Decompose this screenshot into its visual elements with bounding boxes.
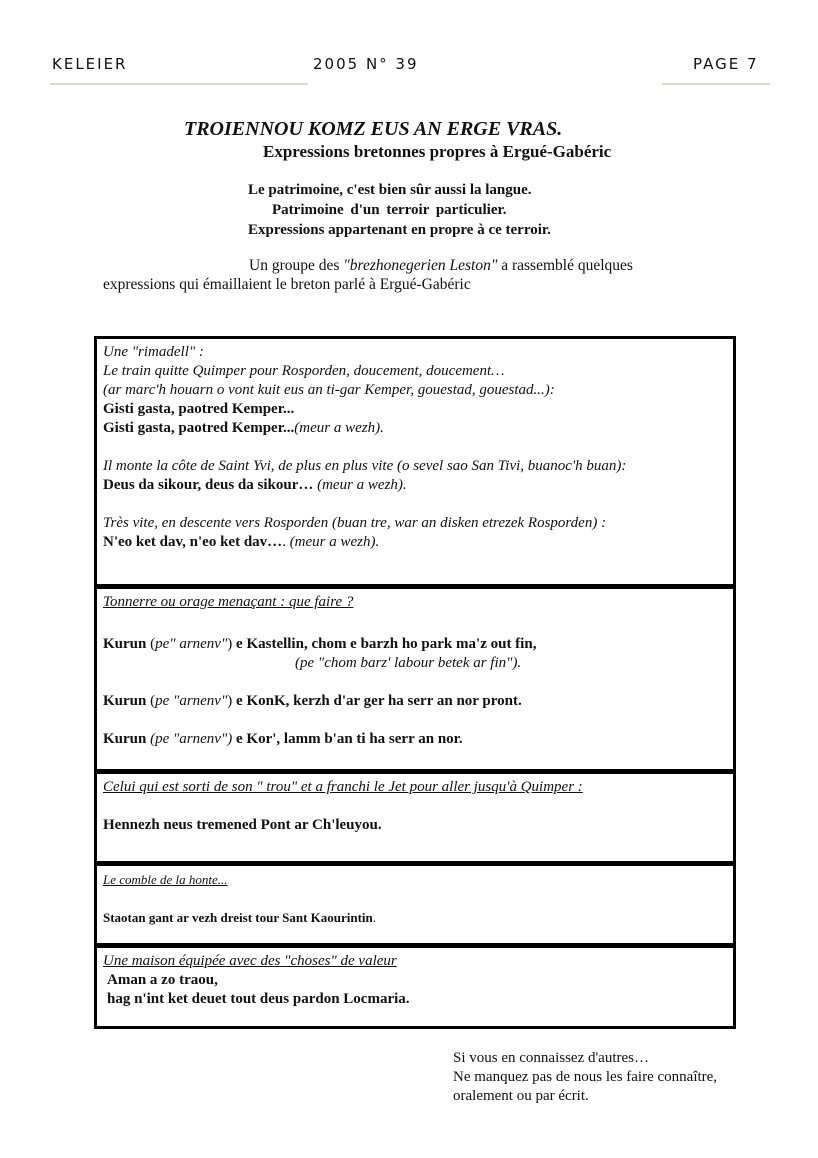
punctuation: (: [146, 693, 156, 709]
breton-expression: Aman a zo traou,: [107, 972, 218, 988]
header-rule-left: [50, 83, 308, 85]
note: (pe "arnenv"): [146, 731, 233, 747]
punctuation: ): [227, 693, 237, 709]
section-heading: Celui qui est sorti de son " trou" et a franchi le Jet pour aller jusqu'à Quimper :: [103, 779, 583, 795]
breton-expression: Gisti gasta, paotred Kemper...: [103, 401, 295, 417]
section-heading: Tonnerre ou orage menaçant : que faire ?: [103, 594, 354, 610]
punctuation: .: [372, 910, 377, 925]
section-tonnerre: [97, 589, 733, 774]
intro-paragraph: [103, 256, 703, 294]
breton-expression: Staotan gant ar vezh dreist tour Sant Kaourintin: [103, 910, 373, 925]
translation-line: Le train quitte Quimper pour Rosporden, doucement, doucement…: [103, 363, 505, 379]
closing-line: Ne manquez pas de nous les faire connaître,: [453, 1069, 718, 1085]
breton-word: Kurun: [103, 693, 147, 709]
page-subtitle: Expressions bretonnes propres à Ergué-Gabéric: [263, 142, 612, 161]
header-rule-right: [662, 83, 770, 85]
section-heading: Une "rimadell" :: [103, 344, 204, 360]
note: (meur a wezh).: [294, 420, 384, 436]
breton-expression: e Kastellin, chom e barzh ho park ma'z out fin,: [236, 636, 537, 652]
section-heading: Le comble de la honte...: [103, 872, 228, 887]
breton-expression: e Kor', lamm b'an ti ha serr an nor.: [232, 731, 463, 747]
expressions-box: [94, 336, 736, 1029]
intro-block: [248, 180, 551, 240]
punctuation: (: [146, 636, 156, 652]
breton-expression: hag n'int ket deuet tout deus pardon Locmaria.: [107, 991, 410, 1007]
header-issue: 2005 N° 39: [313, 55, 419, 73]
intro-line: Expressions appartenant en propre à ce terroir.: [248, 222, 551, 238]
punctuation: .: [282, 534, 286, 550]
note: pe "arnenv": [155, 693, 228, 709]
paragraph-text: a rassemblé quelques: [497, 257, 633, 274]
paragraph-line2: expressions qui émaillaient le breton parlé à Ergué-Gabéric: [103, 276, 471, 293]
note: (meur a wezh).: [313, 477, 407, 493]
section-heading: Une maison équipée avec des "choses" de valeur: [103, 953, 397, 969]
note: (pe "chom barz' labour betek ar fin").: [295, 655, 522, 671]
closing-line: oralement ou par écrit.: [453, 1088, 589, 1104]
section-maison: [97, 948, 733, 1026]
breton-expression: N'eo ket dav, n'eo ket dav…: [103, 534, 283, 550]
breton-expression: Gisti gasta, paotred Kemper...: [103, 420, 295, 436]
page-title: TROIENNOU KOMZ EUS AN ERGE VRAS.: [184, 118, 563, 140]
intro-line: Le patrimoine, c'est bien sûr aussi la langue.: [248, 182, 532, 198]
translation-line: Très vite, en descente vers Rosporden (buan tre, war an disken etrezek Rosporden) :: [103, 515, 607, 531]
breton-expression: Hennezh neus tremened Pont ar Ch'leuyou.: [103, 817, 382, 833]
note: (meur a wezh).: [285, 534, 380, 550]
closing-line: Si vous en connaissez d'autres…: [453, 1050, 649, 1066]
section-rimadell: [97, 339, 733, 589]
section-trou: [97, 774, 733, 866]
note: pe" arnenv": [155, 636, 228, 652]
punctuation: ): [227, 636, 237, 652]
translation-line: Il monte la côte de Saint Yvi, de plus en plus vite (o sevel sao San Tivi, buanoc'h buan):: [103, 458, 627, 474]
intro-line: Patrimoine d'un terroir particulier.: [272, 202, 507, 218]
breton-word: Kurun: [103, 636, 147, 652]
breton-expression: e KonK, kerzh d'ar ger ha serr an nor pront.: [236, 693, 522, 709]
breton-expression: Deus da sikour, deus da sikour…: [103, 477, 314, 493]
breton-word: Kurun: [103, 731, 147, 747]
translation-line: (ar marc'h houarn o vont kuit eus an ti-gar Kemper, gouestad, gouestad...):: [103, 382, 555, 398]
header-page-number: PAGE 7: [693, 55, 759, 73]
paragraph-italic: "brezhonegerien Leston": [343, 257, 498, 274]
section-honte: [97, 866, 733, 948]
closing-note: [453, 1049, 717, 1106]
header-publication: KELEIER: [52, 55, 128, 73]
paragraph-text: Un groupe des: [249, 257, 344, 274]
